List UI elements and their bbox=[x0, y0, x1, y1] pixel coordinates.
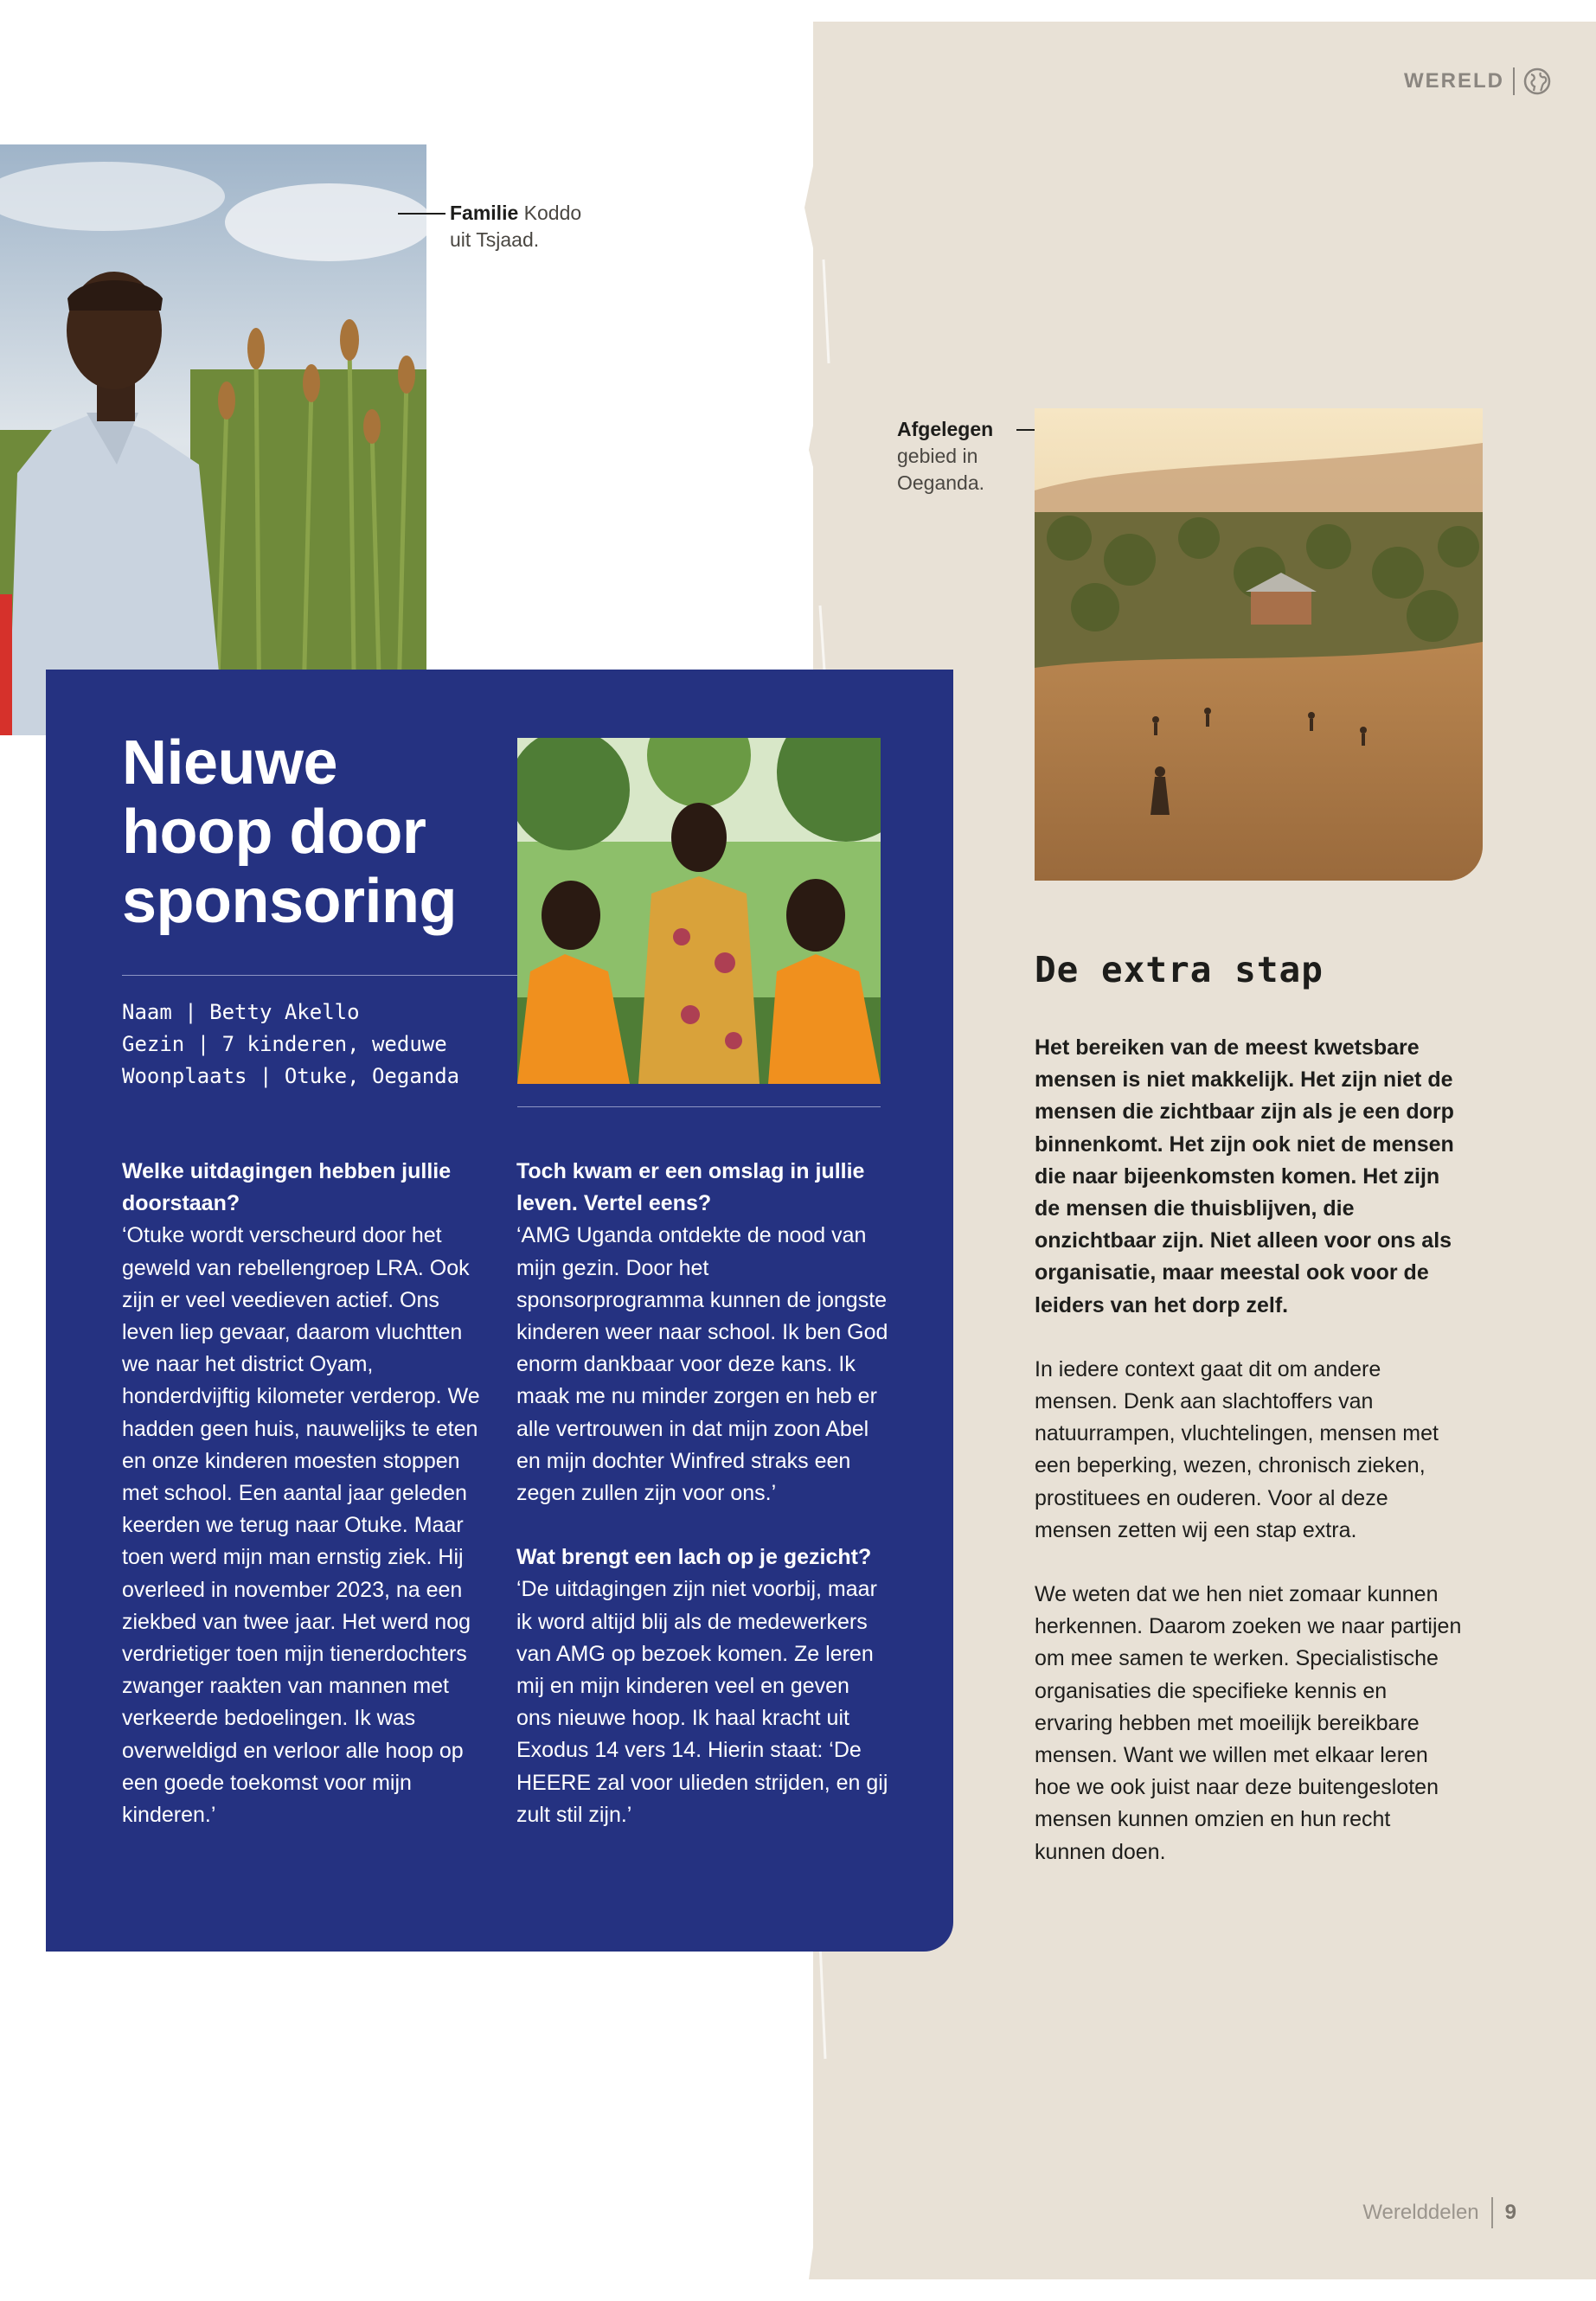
title-line: hoop door bbox=[122, 798, 426, 867]
feature-panel bbox=[46, 670, 953, 1952]
caption-bold: Familie bbox=[450, 202, 519, 224]
qa-block bbox=[516, 1156, 888, 1509]
publication-name: Werelddelen bbox=[1362, 2201, 1479, 2224]
fact-name: Naam | Betty Akello bbox=[122, 1000, 360, 1024]
divider bbox=[517, 1106, 881, 1107]
question: Welke uitdagingen hebben jullie doorstaan? bbox=[122, 1159, 452, 1216]
lead-paragraph: Het bereiken van de meest kwetsbare mensen is niet makkelijk. Het zijn niet de mensen die zichtbaar zijn als je een dorp binnenkomt. Het zijn ook niet de mensen die naar bijeenkomsten komen. Het zijn de mensen die thuisblijven, die onzichtbaar zijn. Niet alleen voor ons als organisatie, maar meestal ook voor de leiders van het dorp zelf. bbox=[1035, 1035, 1454, 1317]
question: Toch kwam er een omslag in jullie leven. Vertel eens? bbox=[516, 1159, 865, 1216]
photo-betty-akello-family bbox=[517, 738, 881, 1084]
interview-column-2 bbox=[516, 1156, 888, 1863]
section-name: WERELD bbox=[1404, 69, 1504, 93]
fact-family: Gezin | 7 kinderen, weduwe bbox=[122, 1032, 447, 1056]
qa-block bbox=[516, 1541, 888, 1831]
caption-text: Koddo bbox=[523, 202, 582, 224]
fact-residence: Woonplaats | Otuke, Oeganda bbox=[122, 1064, 460, 1088]
page-number: 9 bbox=[1504, 2201, 1516, 2224]
caption-leader-line bbox=[398, 213, 445, 215]
interview-column-1 bbox=[122, 1156, 494, 1863]
section-label bbox=[1404, 67, 1551, 95]
feature-title bbox=[122, 728, 520, 936]
caption-text: Oeganda. bbox=[897, 471, 985, 494]
title-line: Nieuwe bbox=[122, 728, 338, 798]
section-divider bbox=[1513, 67, 1515, 95]
caption-bold: Afgelegen bbox=[897, 418, 994, 440]
divider bbox=[122, 975, 529, 976]
qa-block bbox=[122, 1156, 494, 1831]
caption-afgelegen-gebied bbox=[897, 416, 993, 497]
answer: ‘Otuke wordt verscheurd door het geweld van rebellengroep LRA. Ook zijn er veel veedieven actief. Ons leven liep gevaar, daarom vluchtten we naar het district Oyam, honderdvijftig kilometer verderop. We hadden geen huis, nauwelijks te eten en onze kinderen moesten stoppen met school. Een aantal jaar geleden keerden we terug naar Otuke. Maar toen werd mijn man ernstig ziek. Hij overleed in november 2023, na een ziekbed van twee jaar. Het werd nog verdrietiger toen mijn tienerdochters zwanger raakten van mannen met verkeerde bedoelingen. Ik was overweldigd en verloor alle hoop op een goede toekomst voor mijn kinderen.’ bbox=[122, 1223, 480, 1828]
body-paragraph: We weten dat we hen niet zomaar kunnen herkennen. Daarom zoeken we naar partijen om mee samen te werken. Specialistische organisaties die specifieke kennis en ervaring hebben met moeilijk bereikbare mensen. Want we willen met elkaar leren hoe we ook juist naar deze buitengesloten mensen kunnen omzien en hun recht kunnen doen. bbox=[1035, 1582, 1462, 1864]
profile-facts bbox=[122, 997, 459, 1093]
footer-divider bbox=[1491, 2197, 1493, 2228]
answer: ‘De uitdagingen zijn niet voorbij, maar ik word altijd blij als de medewerkers van AMG op bezoek komen. Ze leren mij en mijn kinderen veel en geven ons nieuwe hoop. Ik haal kracht uit Exodus 14 vers 14. Hierin staat: ‘De HEERE zal voor ulieden strijden, en gij zult stil zijn.’ bbox=[516, 1577, 888, 1827]
answer: ‘AMG Uganda ontdekte de nood van mijn gezin. Door het sponsorprogramma kunnen de jongste kinderen weer naar school. Ik ben God enorm dankbaar voor deze kans. Ik maak me nu minder zorgen en heb er alle vertrouwen in dat mijn zoon Abel en mijn dochter Winfred straks een zegen zullen zijn voor ons.’ bbox=[516, 1223, 888, 1506]
globe-icon bbox=[1523, 67, 1551, 95]
extra-stap-section bbox=[1035, 945, 1467, 1900]
caption-text: gebied in bbox=[897, 445, 978, 467]
caption-text: uit Tsjaad. bbox=[450, 228, 540, 251]
title-line: sponsoring bbox=[122, 867, 457, 936]
caption-familie-koddo bbox=[450, 200, 581, 253]
page-footer bbox=[1362, 2197, 1516, 2228]
photo-familie-koddo bbox=[0, 144, 426, 735]
photo-afgelegen-gebied-oeganda bbox=[1035, 408, 1483, 881]
question: Wat brengt een lach op je gezicht? bbox=[516, 1545, 872, 1570]
section-heading: De extra stap bbox=[1035, 949, 1324, 990]
body-paragraph: In iedere context gaat dit om andere mensen. Denk aan slachtoffers van natuurrampen, vluchtelingen, mensen met een beperking, wezen, chronisch zieken, prostituees en ouderen. Voor al deze mensen zetten wij een stap extra. bbox=[1035, 1356, 1439, 1542]
